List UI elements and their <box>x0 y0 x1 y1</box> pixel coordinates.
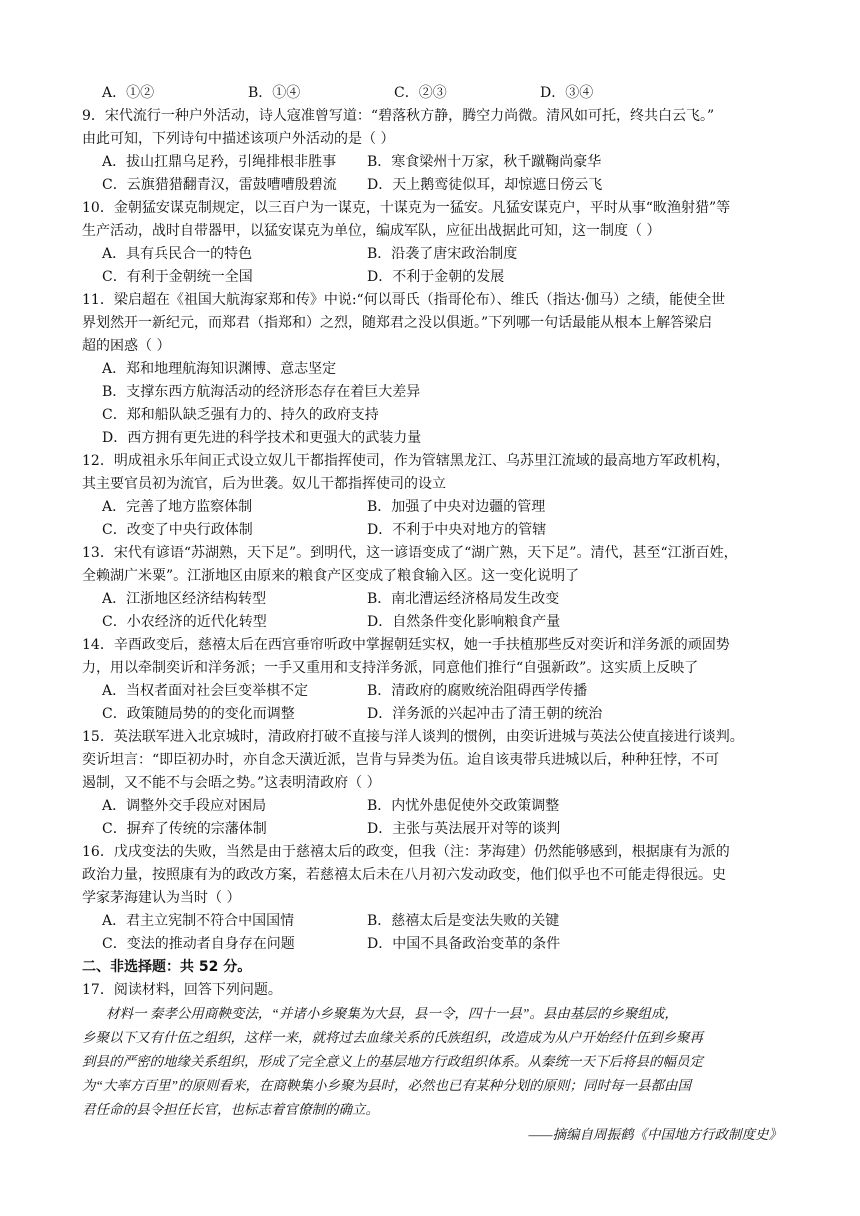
q13-stem-line: 全赖湖广米粟”。江浙地区由原来的粮食产区变成了粮食输入区。这一变化说明了 <box>82 568 580 584</box>
q11-option-b[interactable]: B．支撑东西方航海活动的经济形态存在着巨大差异 <box>102 384 421 400</box>
q16-option-b[interactable]: B．慈禧太后是变法失败的关键 <box>367 913 560 929</box>
exam-page <box>82 82 782 1148</box>
question-11 <box>82 289 782 450</box>
q13-option-c[interactable]: C．小农经济的近代化转型 <box>102 614 267 630</box>
q10-option-d[interactable]: D．不利于金朝的发展 <box>367 269 505 285</box>
q9-options-row <box>82 174 782 197</box>
q9-stem-line: 由此可知，下列诗句中描述该项户外活动的是（ ） <box>82 131 395 147</box>
q10-option-c[interactable]: C．有利于金朝统一全国 <box>102 269 253 285</box>
q10-stem-line: 生产活动，战时自带器甲，以猛安谋克为单位，编成军队，应征出战据此可知，这一制度（ ） <box>82 223 661 239</box>
q11-stem-line: 11．梁启超在《祖国大航海家郑和传》中说:“何以哥氏（指哥伦布）、维氏（指达·伽马）之绩，能使全世 <box>82 292 726 308</box>
q15-option-a[interactable]: A．调整外交手段应对困局 <box>102 798 267 814</box>
q14-options-row <box>82 680 782 703</box>
q10-options-row <box>82 266 782 289</box>
q13-option-d[interactable]: D．自然条件变化影响粮食产量 <box>367 614 561 630</box>
q13-options-row <box>82 588 782 611</box>
q10-options-row <box>82 243 782 266</box>
q9-stem-line: 9．宋代流行一种户外活动，诗人寇准曾写道：“碧落秋方静，腾空力尚微。清风如可托，终共白云飞。” <box>82 108 715 124</box>
material-block <box>82 1002 782 1148</box>
material-line: 材料一 秦孝公用商鞅变法，“并诸小乡聚集为大县，县一令，四十一县”。县由基层的乡聚组成， <box>106 1006 678 1021</box>
q14-stem-line: 力，用以牵制奕䜣和洋务派；一手又重用和支持洋务派，同意他们推行“自强新政”。这实质上反映了 <box>82 660 699 676</box>
q14-option-c[interactable]: C．政策随局势的的变化而调整 <box>102 706 295 722</box>
q11-option-a[interactable]: A．郑和地理航海知识渊博、意志坚定 <box>102 361 337 377</box>
q8-option-b[interactable]: B．①④ <box>248 85 301 101</box>
material-line: 君任命的县令担任长官，也标志着官僚制的确立。 <box>82 1102 379 1117</box>
question-12 <box>82 450 782 542</box>
q8-options <box>82 82 782 105</box>
q9-option-a[interactable]: A．拔山扛鼎乌足矜，引绳排根非胜事 <box>102 154 337 170</box>
q9-option-b[interactable]: B．寒食梁州十万家，秋千蹴鞠尚豪华 <box>367 154 602 170</box>
q11-stem-line: 界划然开一新纪元，而郑君（指郑和）之烈，随郑君之没以俱逝。”下列哪一句话最能从根本上解答梁启 <box>82 315 713 331</box>
q8-option-c[interactable]: C．②③ <box>394 85 447 101</box>
q16-option-c[interactable]: C．变法的推动者自身存在问题 <box>102 936 295 952</box>
question-14 <box>82 634 782 726</box>
q17-stem: 17．阅读材料，回答下列问题。 <box>82 982 282 998</box>
q15-option-c[interactable]: C．摒弃了传统的宗藩体制 <box>102 821 267 837</box>
material-source: ——摘编自周振鹤《中国地方行政制度史》 <box>528 1127 782 1142</box>
q12-stem-line: 12．明成祖永乐年间正式设立奴儿干都指挥使司，作为管辖黑龙江、乌苏里江流域的最高地方军政机构， <box>82 453 730 469</box>
q10-option-a[interactable]: A．具有兵民合一的特色 <box>102 246 253 262</box>
q13-stem-line: 13．宋代有谚语“苏湖熟，天下足”。到明代，这一谚语变成了“湖广熟，天下足”。清代，甚至“江浙百姓， <box>82 545 738 561</box>
q11-option-c[interactable]: C．郑和船队缺乏强有力的、持久的政府支持 <box>102 407 379 423</box>
material-line: 到县的严密的地缘关系组织，形成了完全意义上的基层地方行政组织体系。从秦统一天下后将县的幅员定 <box>82 1054 703 1069</box>
material-line: 乡聚以下又有什伍之组织，这样一来，就将过去血缘关系的氏族组织，改造成为从户开始经什伍到乡聚再 <box>82 1030 703 1045</box>
q15-stem-line: 遏制，又不能不与会晤之势。”这表明清政府（ ） <box>82 775 381 791</box>
q15-stem-line: 奕䜣坦言：“即臣初办时，亦自念天潢近派，岂肯与异类为伍。迨自该夷带兵进城以后，种种狂悖，不可 <box>82 752 720 768</box>
question-16 <box>82 841 782 956</box>
q14-option-b[interactable]: B．清政府的腐败统治阻碍西学传播 <box>367 683 588 699</box>
q12-option-a[interactable]: A．完善了地方监察体制 <box>102 499 253 515</box>
q9-options-row <box>82 151 782 174</box>
q16-option-d[interactable]: D．中国不具备政治变革的条件 <box>367 936 561 952</box>
q8-option-d[interactable]: D．③④ <box>540 85 594 101</box>
q15-stem-line: 15．英法联军进入北京城时，清政府打破不直接与洋人谈判的惯例，由奕䜣进城与英法公使直接进行谈判。 <box>82 729 744 745</box>
q15-options-row <box>82 795 782 818</box>
question-15 <box>82 726 782 841</box>
q9-option-c[interactable]: C．云旗猎猎翻青汉，雷鼓嘈嘈殷碧流 <box>102 177 337 193</box>
q12-option-b[interactable]: B．加强了中央对边疆的管理 <box>367 499 546 515</box>
q14-options-row <box>82 703 782 726</box>
question-13 <box>82 542 782 634</box>
q13-option-a[interactable]: A．江浙地区经济结构转型 <box>102 591 267 607</box>
q16-stem-line: 16．戊戌变法的失败，当然是由于慈禧太后的政变，但我（注：茅海建）仍然能够感到，根据康有为派的 <box>82 844 730 860</box>
question-10 <box>82 197 782 289</box>
q14-option-a[interactable]: A．当权者面对社会巨变举棋不定 <box>102 683 309 699</box>
q13-option-b[interactable]: B．南北漕运经济格局发生改变 <box>367 591 560 607</box>
q11-option-d[interactable]: D．西方拥有更先进的科学技术和更强大的武装力量 <box>102 430 422 446</box>
q15-option-d[interactable]: D．主张与英法展开对等的谈判 <box>367 821 561 837</box>
q13-options-row <box>82 611 782 634</box>
q16-option-a[interactable]: A．君主立宪制不符合中国国情 <box>102 913 295 929</box>
q11-stem-line: 超的困惑（ ） <box>82 338 171 354</box>
q10-option-b[interactable]: B．沿袭了唐宋政治制度 <box>367 246 518 262</box>
q12-option-d[interactable]: D．不利于中央对地方的管辖 <box>367 522 547 538</box>
q8-option-a[interactable]: A．①② <box>102 85 155 101</box>
q12-options-row <box>82 496 782 519</box>
question-9 <box>82 105 782 197</box>
q9-option-d[interactable]: D．天上鹅鸾徒似耳，却惊遮日傍云飞 <box>367 177 603 193</box>
q10-stem-line: 10．金朝猛安谋克制规定，以三百户为一谋克，十谋克为一猛安。凡猛安谋克户，平时从事“畋渔射猎”等 <box>82 200 731 216</box>
q16-stem-line: 政治力量，按照康有为的政改方案，若慈禧太后未在八月初六发动政变，他们似乎也不可能走得很远。史 <box>82 867 726 883</box>
q12-options-row <box>82 519 782 542</box>
q16-options-row <box>82 933 782 956</box>
q16-options-row <box>82 910 782 933</box>
q12-option-c[interactable]: C．改变了中央行政体制 <box>102 522 253 538</box>
q16-stem-line: 学家茅海建认为当时（ ） <box>82 890 241 906</box>
section-title: 二、非选择题：共 52 分。 <box>82 959 252 975</box>
q14-option-d[interactable]: D．洋务派的兴起冲击了清王朝的统治 <box>367 706 603 722</box>
q14-stem-line: 14．辛酉政变后，慈禧太后在西宫垂帘听政中掌握朝廷实权，她一手扶植那些反对奕䜣和洋务派的顽固势 <box>82 637 730 653</box>
q12-stem-line: 其主要官员初为流官，后为世袭。奴儿干都指挥使司的设立 <box>82 476 446 492</box>
material-line: 为“大率方百里”的原则看来，在商鞅集小乡聚为县时，必然也已有某种分划的原则；同时每一县都由国 <box>82 1078 692 1093</box>
q15-option-b[interactable]: B．内忧外患促使外交政策调整 <box>367 798 560 814</box>
q15-options-row <box>82 818 782 841</box>
